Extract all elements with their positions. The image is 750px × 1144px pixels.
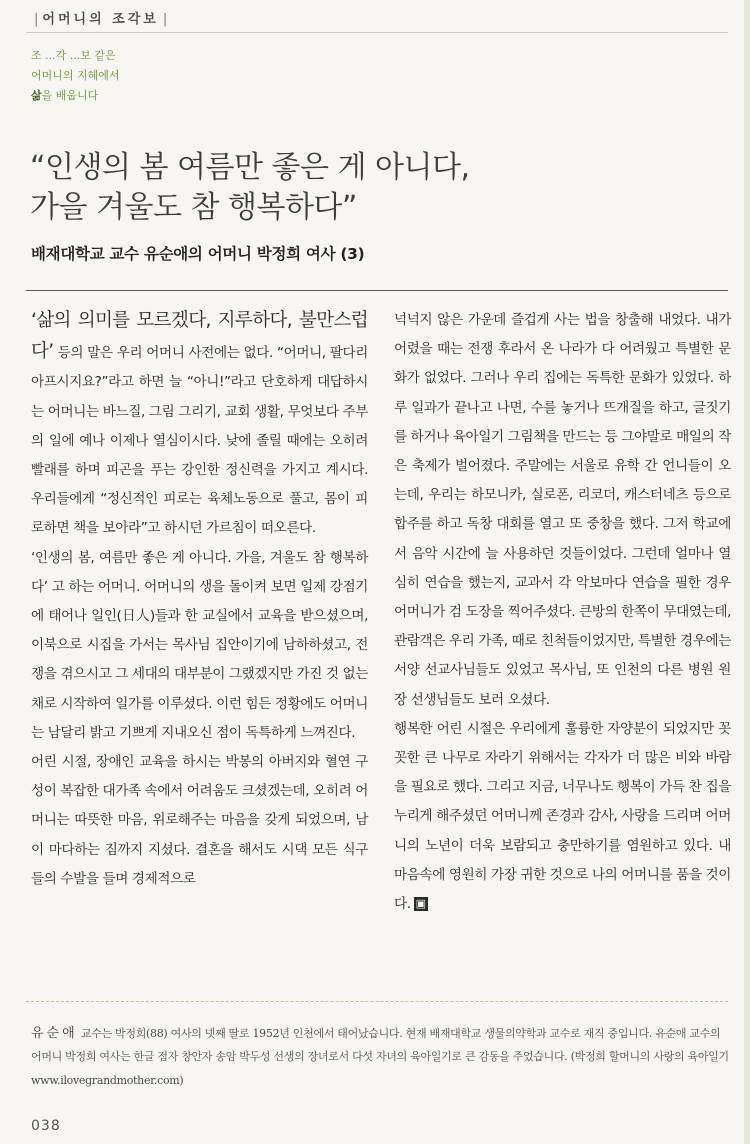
body-column-right bbox=[394, 306, 731, 919]
tagline bbox=[31, 46, 120, 106]
article-subtitle: 배재대학교 교수 유순애의 어머니 박정희 여사 (3) bbox=[31, 245, 365, 263]
body-paragraph bbox=[31, 306, 368, 544]
paragraph-text: 행복한 어린 시절은 우리에게 훌륭한 자양분이 되었지만 꼿꼿한 큰 나무로 자라기 위해서는 각자가 더 많은 비와 바람을 필요로 했다. 그리고 지금, 너무나도 행복이 가득 찬 집을 누리게 해주셨던 어머니께 존경과 감사, 사랑을 드리며 어머니의 노년이 더욱 보람되고 충만하기를 염원하고 있다. 내 마음속에 영원히 가장 귀한 것으로 나의 어머니를 품을 것이다. bbox=[394, 720, 731, 913]
section-title: 어머니의 조각보 bbox=[42, 12, 159, 27]
body-paragraph: 넉넉지 않은 가운데 즐겁게 사는 법을 창출해 내었다. 내가 어렸을 때는 전쟁 후라서 온 나라가 다 어려웠고 특별한 문화가 없었다. 그러나 우리 집에는 독특한 문화가 있었다. 하루 일과가 끝나고 나면, 수를 놓거나 뜨개질을 하고, 글짓기를 하거나 육아일기 그림책을 만드는 등 그야말로 매일의 작은 축제가 벌어졌다. 주말에는 서울로 유학 간 언니들이 오는데, 우리는 하모니카, 실로폰, 리코더, 캐스터네츠 등으로 합주를 하고 독창 대회를 열고 또 중창을 했다. 그저 학교에서 음악 시간에 늘 사용하던 것들이었다. 그런데 얼마나 열심히 연습을 했는지, 교과서 각 악보마다 연습을 필한 경우 어머니가 검 도장을 찍어주셨다. 큰방의 한쪽이 무대였는데, 관람객은 우리 가족, 때로 친척들이었지만, 특별한 경우에는 서양 선교사님들도 있었고 목사님, 또 인천의 다른 병원 원장 선생님들도 보러 오셨다. bbox=[394, 312, 731, 708]
title-line-2: 가을 겨울도 참 행복하다” bbox=[30, 190, 357, 225]
tagline-line-3 bbox=[31, 86, 120, 106]
header-pipe-left: | bbox=[34, 12, 39, 27]
paragraph-text: 등의 말은 우리 어머니 사전에는 없다. “어머니, 팔다리 아프시지요?”라고 하면 늘 “아니!”라고 단호하게 대답하시는 어머니는 바느질, 그림 그리기, 교회 생활, 무엇보다 주부의 일에 예나 이제나 열심이시다. 낮에 졸릴 때에는 오히려 빨래를 하며 피곤을 푸는 강인한 정신력을 가지고 계시다. 우리들에게 “정신적인 피로는 육체노동으로 풀고, 몸이 피로하면 책을 보아라”고 하시던 가르침이 떠오른다. bbox=[31, 345, 368, 537]
tagline-line-3-rest: 을 배웁니다 bbox=[41, 89, 99, 102]
page-edge-bar bbox=[744, 0, 750, 1144]
section-header bbox=[30, 8, 171, 27]
header-divider bbox=[26, 32, 728, 33]
footnote-divider bbox=[26, 1001, 728, 1002]
body-paragraph bbox=[394, 715, 731, 919]
author-name: 유순애 bbox=[31, 1026, 78, 1041]
title-divider bbox=[26, 290, 728, 291]
tagline-line-2: 어머니의 지혜에서 bbox=[31, 69, 120, 82]
body-column-left bbox=[31, 306, 368, 894]
page-number: 038 bbox=[31, 1118, 61, 1134]
header-pipe-right: | bbox=[162, 12, 168, 27]
article-title bbox=[30, 148, 710, 228]
body-paragraph: 어린 시절, 장애인 교육을 하시는 박봉의 아버지와 혈연 구성이 복잡한 대가족 속에서 어려움도 크셨겠는데, 오히려 어머니는 따뜻한 마음, 위로해주는 마음을 갖게 되었으며, 남이 마다하는 짐까지 지셨다. 결혼을 해서도 시댁 모든 식구들의 수발을 들며 경제적으로 bbox=[31, 754, 368, 887]
body-paragraph: ‘인생의 봄, 여름만 좋은 게 아니다. 가을, 겨울도 참 행복하다’ 고 하는 어머니. 어머니의 생을 돌이켜 보면 일제 강점기에 태어나 일인(日人)들과 한 교실에서 교육을 받으셨으며, 이북으로 시집을 가서는 목사님 집안이기에 남하하셨고, 전쟁을 겪으시고 그 세대의 대부분이 그랬겠지만 가진 것 없는 채로 시작하여 일가를 이루셨다. 이런 힘든 정황에도 어머니는 남달리 밝고 기쁘게 지내오신 점이 독특하게 느껴진다. bbox=[31, 549, 368, 741]
tagline-line-1: 조 ...각 ...보 같은 bbox=[31, 49, 116, 62]
title-line-1: “인생의 봄 여름만 좋은 게 아니다, bbox=[30, 150, 470, 185]
tagline-emphasis: 삶 bbox=[31, 89, 42, 102]
lead-quote: ‘삶의 의미를 모르겠다, 지루하다, 불만스럽다’ bbox=[31, 310, 368, 363]
author-note bbox=[31, 1022, 731, 1092]
author-note-text: 교수는 박정희(88) 여사의 넷째 딸로 1952년 인천에서 태어났습니다. 현재 배재대학교 생물의약학과 교수로 재직 중입니다. 유순애 교수의 어머니 박정희 여사는 한글 점자 창안자 송암 박두성 선생의 장녀로서 다섯 자녀의 육아일기로 큰 감동을 주었습니다. (박정희 할머니의 사랑의 육아일기 www.ilovegrandmother.com) bbox=[31, 1027, 729, 1087]
end-mark-icon: ▣ bbox=[415, 897, 426, 911]
